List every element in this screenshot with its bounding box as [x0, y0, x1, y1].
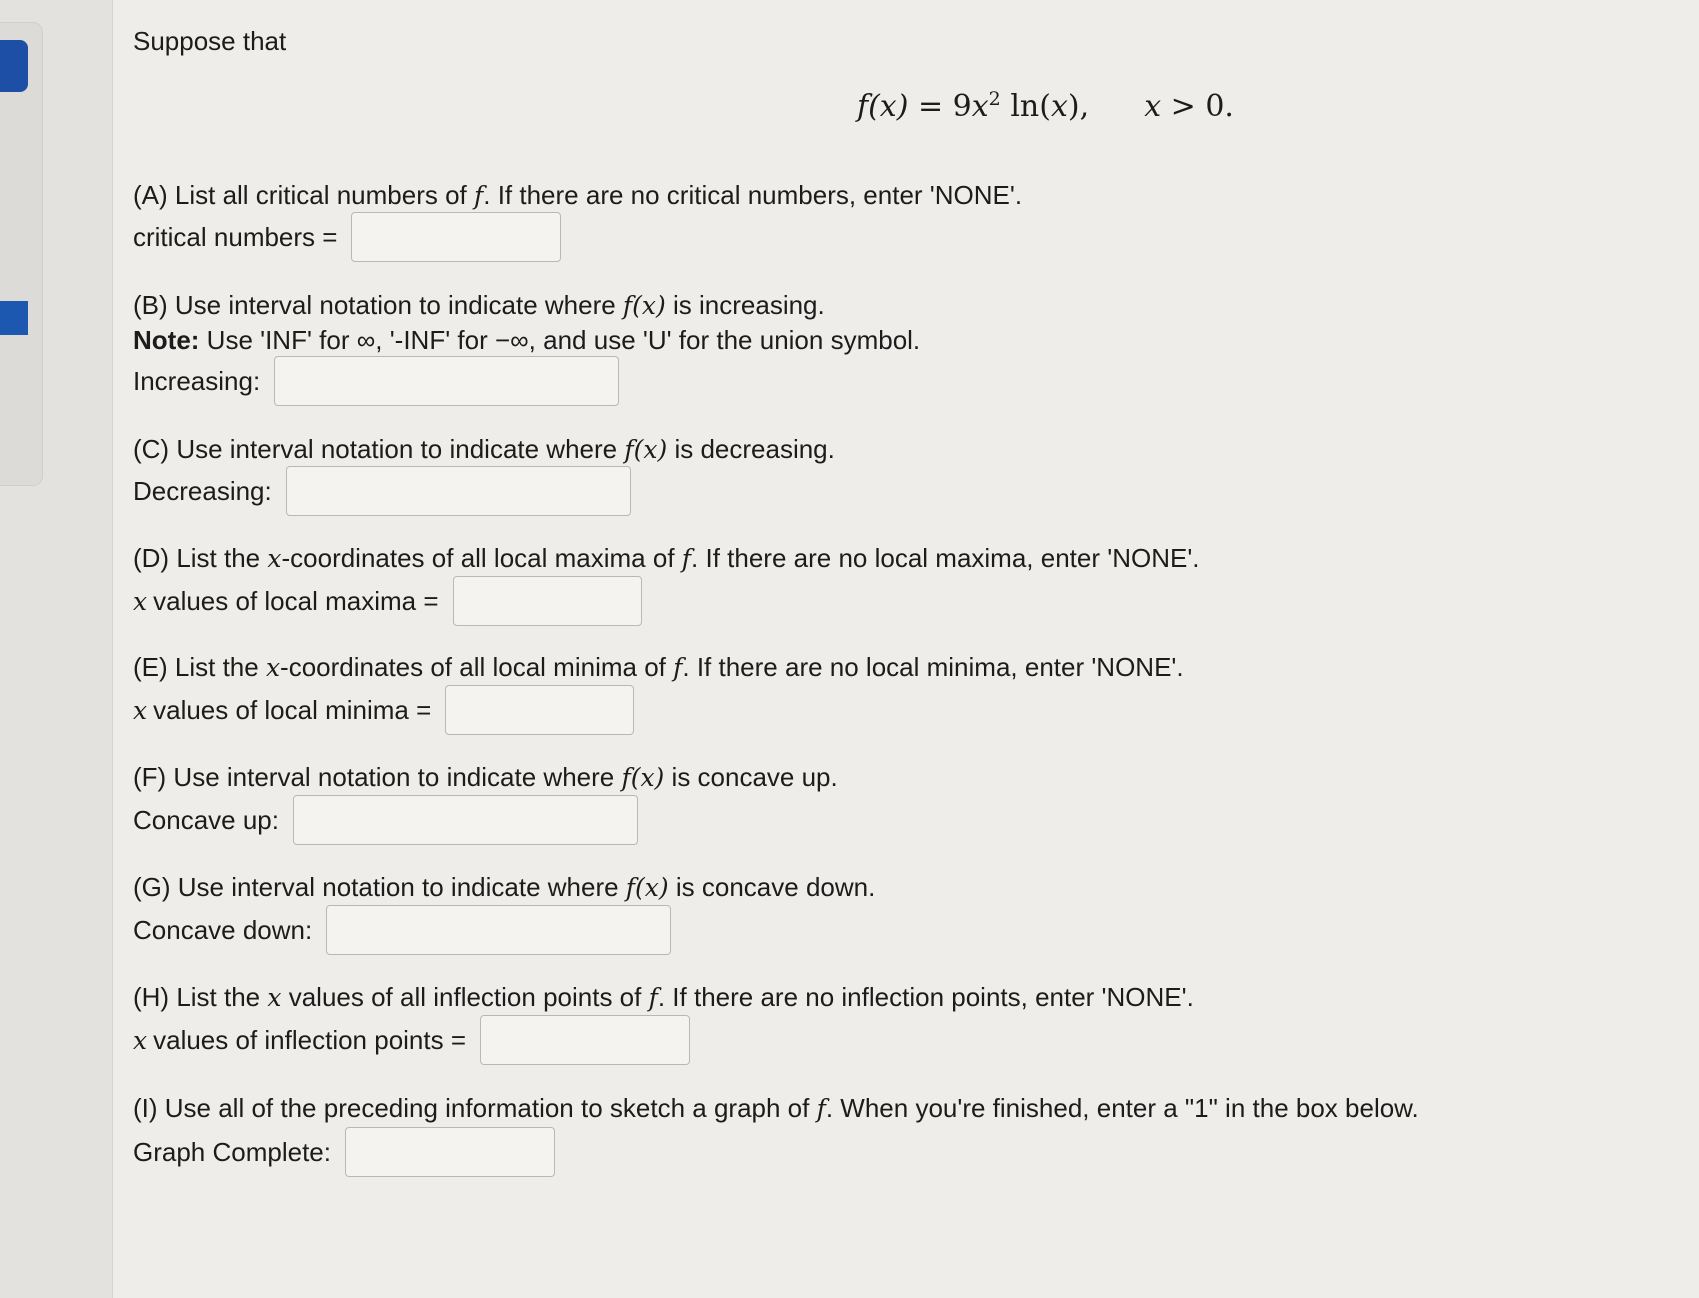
- formula-domain-x: x: [1144, 89, 1162, 124]
- concave-down-label: Concave down:: [133, 914, 313, 945]
- question-d-text: (D) List the: [133, 543, 268, 573]
- formula-exponent: 2: [988, 88, 1001, 110]
- answer-row-d: [133, 576, 642, 626]
- local-minima-input[interactable]: [445, 685, 634, 735]
- question-i: [133, 1093, 1419, 1124]
- question-c: [133, 434, 835, 465]
- question-e-text-end: . If there are no local minima, enter 'NONE'.: [682, 652, 1184, 682]
- answer-row-c: [133, 466, 631, 516]
- answer-row-a: [133, 212, 561, 262]
- question-b-var: f(x): [622, 291, 666, 320]
- concave-up-input[interactable]: [293, 795, 638, 845]
- question-e-var2: f: [673, 653, 683, 682]
- critical-numbers-input[interactable]: [351, 212, 561, 262]
- formula-fx: f(x): [857, 89, 909, 124]
- question-h-var: x: [267, 983, 282, 1012]
- question-h: [133, 982, 1194, 1013]
- left-rail: [0, 0, 112, 1298]
- question-i-var: f: [816, 1094, 826, 1123]
- answer-row-e: [133, 685, 634, 735]
- increasing-input[interactable]: [274, 356, 619, 406]
- formula-x: x: [971, 89, 989, 124]
- answer-row-h: [133, 1015, 690, 1065]
- note-label: Note:: [133, 325, 200, 355]
- question-a: [133, 180, 1022, 211]
- question-e-text-mid: -coordinates of all local minima of: [280, 652, 674, 682]
- question-g-text: (G) Use interval notation to indicate where: [133, 872, 626, 902]
- question-d-text-mid: -coordinates of all local maxima of: [281, 543, 682, 573]
- answer-row-g: [133, 905, 671, 955]
- answer-row-f: [133, 795, 638, 845]
- decreasing-input[interactable]: [286, 466, 631, 516]
- graph-complete-input[interactable]: [345, 1127, 555, 1177]
- question-c-text-end: is decreasing.: [667, 434, 835, 464]
- side-tab-marker[interactable]: [0, 40, 28, 92]
- question-g: [133, 872, 875, 903]
- question-h-var2: f: [648, 983, 658, 1012]
- formula-ln: ln(: [1010, 89, 1051, 124]
- local-maxima-label: values of local maxima =: [153, 585, 439, 616]
- question-b: [133, 290, 825, 321]
- function-formula: [857, 88, 1234, 124]
- formula-equals: = 9: [917, 89, 972, 124]
- question-g-text-end: is concave down.: [668, 872, 876, 902]
- local-maxima-var: x: [133, 586, 148, 616]
- formula-ln-close: ),: [1067, 89, 1090, 124]
- decreasing-label: Decreasing:: [133, 475, 272, 506]
- question-h-text-mid: values of all inflection points of: [281, 982, 649, 1012]
- question-a-text-end: . If there are no critical numbers, enter 'NONE'.: [483, 180, 1023, 210]
- local-minima-var: x: [133, 695, 148, 725]
- question-f: [133, 762, 838, 793]
- note-text: Use 'INF' for ∞, '-INF' for −∞, and use 'U' for the union symbol.: [199, 325, 921, 355]
- question-f-text: (F) Use interval notation to indicate where: [133, 762, 622, 792]
- concave-up-label: Concave up:: [133, 804, 279, 835]
- question-c-var: f(x): [624, 435, 668, 464]
- question-d-text-end: . If there are no local maxima, enter 'NONE'.: [691, 543, 1200, 573]
- question-h-text: (H) List the: [133, 982, 268, 1012]
- question-f-text-end: is concave up.: [664, 762, 838, 792]
- question-e-text: (E) List the: [133, 652, 266, 682]
- answer-row-i: [133, 1127, 555, 1177]
- inflection-var: x: [133, 1025, 148, 1055]
- graph-complete-label: Graph Complete:: [133, 1136, 331, 1167]
- intro-text: Suppose that: [133, 26, 287, 56]
- critical-numbers-label: critical numbers =: [133, 221, 338, 252]
- question-a-var: f: [473, 181, 484, 210]
- formula-ln-x: x: [1050, 89, 1068, 124]
- local-maxima-input[interactable]: [453, 576, 642, 626]
- inflection-label: values of inflection points =: [153, 1024, 467, 1055]
- concave-down-input[interactable]: [326, 905, 671, 955]
- question-i-text: (I) Use all of the preceding information to sketch a graph of: [133, 1093, 817, 1123]
- question-b-text: (B) Use interval notation to indicate where: [133, 290, 623, 320]
- question-d: [133, 543, 1200, 574]
- question-e: [133, 652, 1184, 683]
- question-i-text-end: . When you're finished, enter a "1" in the box below.: [825, 1093, 1419, 1123]
- question-d-var2: f: [681, 544, 692, 573]
- question-a-text: (A) List all critical numbers of: [133, 180, 474, 210]
- question-b-text-end: is increasing.: [665, 290, 825, 320]
- question-c-text: (C) Use interval notation to indicate where: [133, 434, 625, 464]
- problem-content: [112, 0, 1699, 1298]
- question-e-var: x: [265, 653, 281, 682]
- local-minima-label: values of local minima =: [153, 694, 432, 725]
- question-g-var: f(x): [625, 873, 669, 902]
- question-h-text-end: . If there are no inflection points, enter 'NONE'.: [657, 982, 1194, 1012]
- inflection-points-input[interactable]: [480, 1015, 690, 1065]
- question-d-var: x: [267, 544, 282, 573]
- interval-note: [133, 325, 920, 356]
- increasing-label: Increasing:: [133, 365, 261, 396]
- question-f-var: f(x): [621, 763, 665, 792]
- side-square-marker[interactable]: [0, 301, 28, 335]
- formula-domain: > 0.: [1170, 89, 1234, 124]
- answer-row-b: [133, 356, 619, 406]
